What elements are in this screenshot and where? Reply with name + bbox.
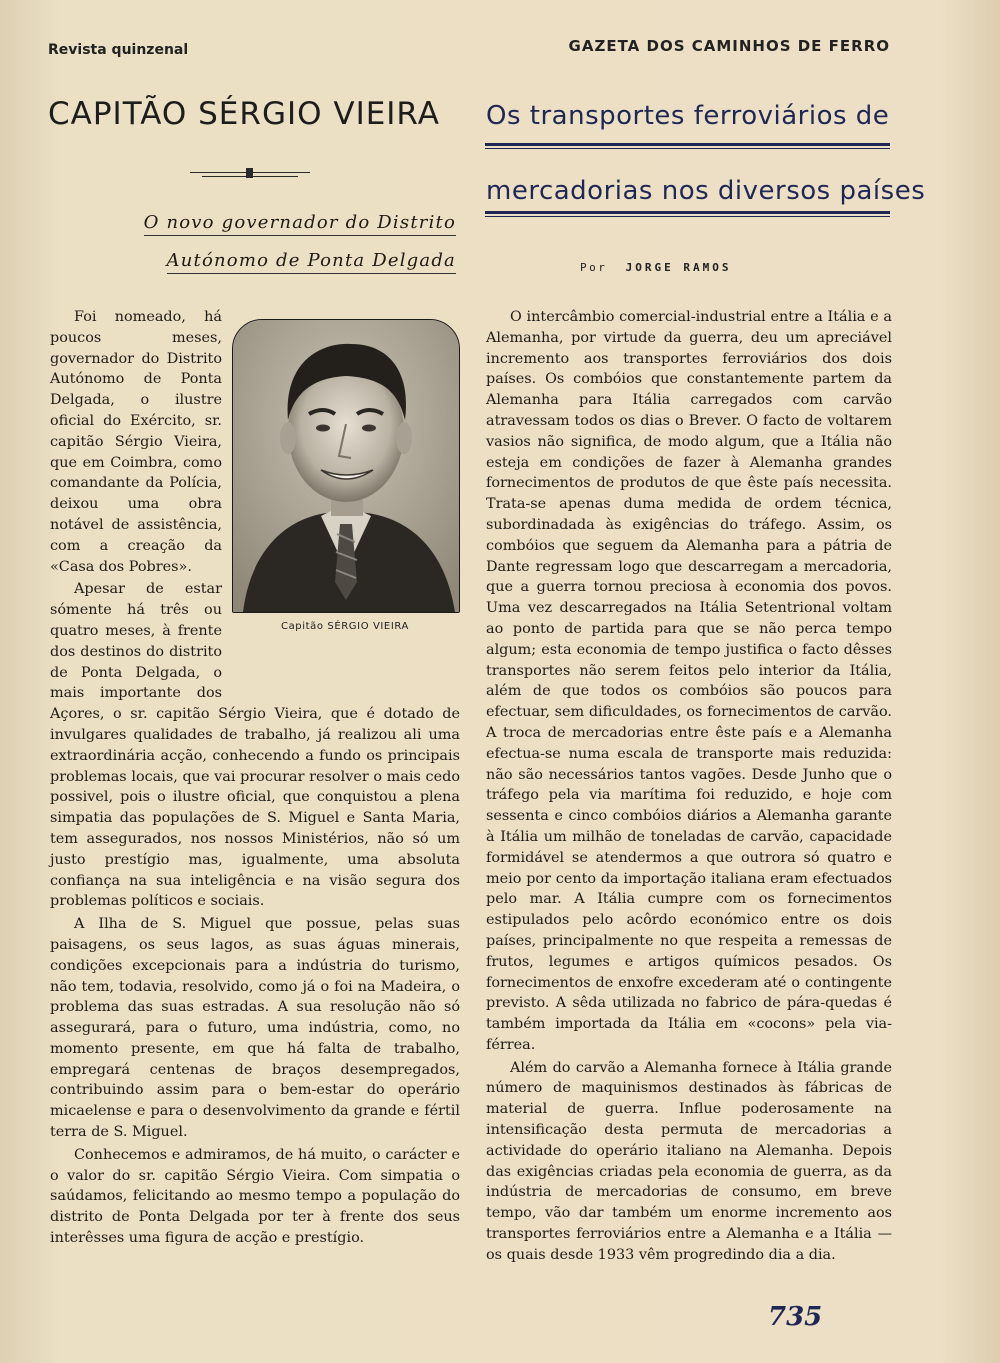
byline: [580, 261, 731, 274]
page-number: 735: [768, 1302, 823, 1332]
article-title-left: CAPITÃO SÉRGIO VIEIRA: [48, 96, 440, 132]
article-title-right-line1: Os transportes ferroviários de: [486, 101, 890, 131]
portrait-image: [233, 320, 459, 612]
title-rule: [485, 143, 890, 146]
title-ornament: [190, 168, 310, 178]
article-left-body: [50, 307, 460, 1249]
byline-prefix: Por: [580, 261, 608, 274]
paragraph: Conhecemos e admiramos, de há muito, o carácter e o valor do sr. capitão Sérgio Vieira. Com simpatia o saúdamos, felicitando ao mesmo tempo a população do distrito de Ponta Delgada por ter à frente dos seus interêsses uma figura de acção e prestígio.: [50, 1146, 460, 1247]
portrait-caption: Capitão SÉRGIO VIEIRA: [281, 621, 409, 632]
article-subtitle-line1: O novo governador do Distrito: [144, 212, 456, 236]
paragraph: Além do carvão a Alemanha fornece à Itália grande número de maquinismos destinados às fábricas de material de guerra. Influe poderosamente na intensificação desta permuta de mercadorias a actividade do operário italiano na Alemanha. Depois das exigências criadas pela economia de guerra, as da indústria de mercadorias de consumo, em breve tempo, vão dar também um enorme incremento aos transportes ferroviários entre a Alemanha e a Itália — os quais desde 1933 vêm progredindo dia a dia.: [486, 1059, 892, 1263]
publication-title: GAZETA DOS CAMINHOS DE FERRO: [568, 37, 890, 55]
paragraph: Apesar de estar sómente há três ou quatro meses, à frente dos destinos do distrito de Ponta Delgada, o mais importante dos Açores, o sr. capitão Sérgio Vieira, que é dotado de invulgares qualidades de trabalho, já realizou ali uma extraordinária acção, conhecendo a fundo os principais problemas locais, que vai procurar resolver o mais cedo possivel, pois o ilustre oficial, que conquistou a plena simpatia das populações de S. Miguel e Santa Maria, tem assegurados, nos nossos Ministérios, não só um justo prestígio mas, igualmente, uma absoluta confiança na sua inteligência e na visão segura dos problemas políticos e sociais.: [50, 581, 460, 910]
article-right-body: [486, 307, 892, 1266]
article-title-right-line2: mercadorias nos diversos países: [486, 176, 926, 206]
publication-frequency: Revista quinzenal: [48, 42, 189, 58]
paragraph: Foi nomeado, há poucos meses, governador do Distrito Autónomo de Ponta Delgada, o ilustre oficial do Exército, sr. capitão Sérgio Vieira, que em Coimbra, como comandante da Polícia, deixou uma obra notável de assistência, com a creação da «Casa dos Pobres».: [50, 309, 222, 575]
title-rule: [485, 211, 890, 214]
portrait-figure: [230, 319, 460, 685]
byline-author: JORGE RAMOS: [625, 261, 732, 274]
article-subtitle-line2: Autónomo de Ponta Delgada: [167, 250, 456, 274]
paragraph: O intercâmbio comercial-industrial entre a Itália e a Alemanha, por virtude da guerra, deu um apreciável incremento aos transportes ferroviários dos dois países. Os combóios que constantemente partem da Alemanha para Itália carregados com carvão atravessam todos os dias o Brever. O facto de voltarem vasios não significa, de modo algum, que a Itália não esteja em condições de fazer à Alemanha grandes fornecimentos de produtos de que êste país necessita. Trata-se apenas duma medida de ordem técnica, subordinadada às exigências do tráfego. Assim, os combóios que seguem da Alemanha para a pátria de Dante regressam logo que descarregam a mercadoria, que a guerra tornou preciosa à economia dos povos. Uma vez descarregados na Itália Setentrional voltam ao ponto de partida para que se não perca tempo algum; esta economia de tempo justifica o facto dêsses transportes não serem feitos pelo interior da Itália, além de que todos os combóios são poucos para efectuar, sem dificuldades, os fornecimentos de carvão. A troca de mercadorias entre êste país e a Alemanha efectua-se numa escala de transporte mais reduzida: não são necessários tantos vagões. Desde Junho que o tráfego pela via marítima foi reduzido, e hoje com sessenta e cinco combóios diários a Alemanha garante à Itália um milhão de toneladas de carvão, capacidade formidável se atendermos a que outrora só quatro e meio por cento da importação italiana eram efectuados pelo mar. A Itália cumpre com os fornecimentos estipulados pelo acôrdo económico entre os dois países, principalmente no que respeita a remessas de frutos, legumes e artigos químicos pesados. Os fornecimentos de enxofre excederam até o contingente previsto. A sêda utilizada no fabrico de pára-quedas é também importada da Itália em «cocons» pela via-férrea.: [486, 309, 892, 1053]
portrait-photo: [232, 319, 460, 613]
title-rule-thin: [485, 216, 890, 217]
title-rule-thin: [485, 148, 890, 149]
paragraph: A Ilha de S. Miguel que possue, pelas suas paisagens, os seus lagos, as suas águas minerais, condições excepcionais para a indústria do turismo, não tem, todavia, resolvido, como já o foi na Madeira, o problema das suas estradas. A sua resolução não só assegurará, para o futuro, uma indústria, como, no momento presente, em que há falta de trabalho, empregará centenas de braços desempregados, contribuindo assim para o bem-estar do operário micaelense e para o desenvolvimento da grande e fértil terra de S. Miguel.: [50, 916, 460, 1141]
